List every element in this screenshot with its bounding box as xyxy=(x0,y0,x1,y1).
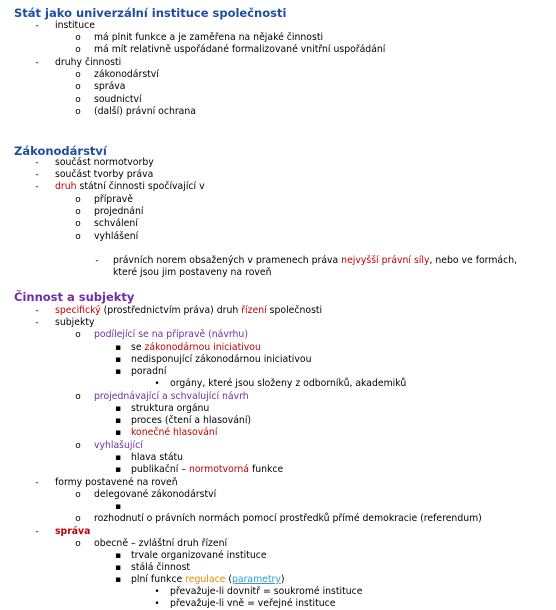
circle-marker: o xyxy=(75,330,81,340)
list-item: instituce xyxy=(55,20,95,31)
square-marker: ▪ xyxy=(114,343,122,353)
list-item: druhy činnosti xyxy=(55,57,122,68)
circle-marker: o xyxy=(75,195,81,205)
list-item: správa xyxy=(55,526,91,537)
text-fragment: státní činnosti spočívající v xyxy=(76,181,205,192)
list-item: součást tvorby práva xyxy=(55,169,154,180)
dot-marker: • xyxy=(154,587,160,597)
list-item: obecně – zvláštní druh řízení xyxy=(94,538,228,549)
circle-marker: o xyxy=(75,539,81,549)
list-item: přípravě xyxy=(94,194,133,205)
square-marker: ▪ xyxy=(114,563,122,573)
text-fragment: ( xyxy=(225,574,232,585)
note-line xyxy=(113,255,517,267)
highlight-text: specifický xyxy=(55,305,101,316)
circle-marker: o xyxy=(75,392,81,402)
list-item: delegované zákonodárství xyxy=(94,489,217,500)
list-item: poradní xyxy=(131,366,167,377)
list-item: struktura orgánu xyxy=(131,403,210,414)
text-fragment: (prostřednictvím práva) druh xyxy=(100,305,242,316)
dash-marker: - xyxy=(35,306,39,316)
square-marker: ▪ xyxy=(114,367,122,377)
dash-marker: - xyxy=(35,158,39,168)
circle-marker: o xyxy=(75,219,81,229)
list-item: schválení xyxy=(94,218,138,229)
dash-marker: - xyxy=(35,527,39,537)
list-item: projednání xyxy=(94,206,144,217)
dot-marker: • xyxy=(154,379,160,389)
square-marker: ▪ xyxy=(114,404,122,414)
circle-marker: o xyxy=(75,107,81,117)
text-fragment: , nebo ve formách, xyxy=(429,255,518,266)
list-item: orgány, které jsou složeny z odborníků, akademiků xyxy=(170,378,407,389)
dash-marker: - xyxy=(35,478,39,488)
text-fragment: převažuje-li dovnitř xyxy=(170,586,261,597)
dash-marker: - xyxy=(35,58,39,68)
square-marker: ▪ xyxy=(114,428,122,438)
list-item xyxy=(170,586,363,598)
circle-marker: o xyxy=(75,33,81,43)
square-marker: ▪ xyxy=(114,502,122,512)
heading-zakonodarstvi: Zákonodárství xyxy=(14,144,107,158)
list-item: má mít relativně uspořádané formalizované vnitřní uspořádání xyxy=(94,44,386,55)
square-marker: ▪ xyxy=(114,465,122,475)
list-item: podílející se na přípravě (návrhu) xyxy=(94,329,248,340)
list-item: (další) právní ochrana xyxy=(94,106,196,117)
list-item: stálá činnost xyxy=(131,562,191,573)
link-text[interactable]: parametry xyxy=(232,574,281,585)
dash-marker: - xyxy=(35,318,39,328)
list-item: formy postavené na roveň xyxy=(55,477,178,488)
circle-marker: o xyxy=(75,514,81,524)
circle-marker: o xyxy=(75,95,81,105)
list-item: proces (čtení a hlasování) xyxy=(131,415,252,426)
text-fragment: = veřejné instituce xyxy=(244,598,336,609)
list-item xyxy=(131,574,285,586)
list-item: trvale organizované instituce xyxy=(131,550,267,561)
dash-marker: - xyxy=(95,256,99,266)
list-item: projednávající a schvalující návrh xyxy=(94,391,249,402)
text-fragment: ) xyxy=(280,574,285,585)
list-item xyxy=(131,464,283,476)
square-marker: ▪ xyxy=(114,575,122,585)
dash-marker: - xyxy=(35,21,39,31)
square-marker: ▪ xyxy=(114,416,122,426)
heading-cinnost: Činnost a subjekty xyxy=(14,290,135,304)
text-fragment: společnosti xyxy=(266,305,323,316)
list-item: správa xyxy=(94,81,126,92)
list-item xyxy=(131,342,261,354)
list-item: hlava státu xyxy=(131,452,184,463)
text-fragment: funkce xyxy=(249,464,284,475)
list-item xyxy=(170,598,335,610)
circle-marker: o xyxy=(75,232,81,242)
heading-stat: Stát jako univerzální instituce společnosti xyxy=(14,6,287,20)
list-item: nedisponující zákonodárnou iniciativou xyxy=(131,354,312,365)
highlight-text: zákonodárnou iniciativou xyxy=(144,342,261,353)
text-fragment: právních norem obsažených v pramenech práva xyxy=(113,255,342,266)
list-item: vyhlášení xyxy=(94,231,139,242)
highlight-text: druh xyxy=(55,181,77,192)
list-item xyxy=(55,181,205,193)
text-fragment: publikační – xyxy=(131,464,189,475)
list-item: rozhodnutí o právních normách pomocí prostředků přímé demokracie (referendum) xyxy=(94,513,482,524)
text-fragment: se xyxy=(131,342,145,353)
list-item: vyhlašující xyxy=(94,440,143,451)
list-item: součást normotvorby xyxy=(55,157,154,168)
highlight-text: regulace xyxy=(185,574,226,585)
highlight-text: nejvyšší právní síly xyxy=(341,255,430,266)
square-marker: ▪ xyxy=(114,355,122,365)
circle-marker: o xyxy=(75,70,81,80)
list-item: subjekty xyxy=(55,317,95,328)
list-item: soudnictví xyxy=(94,94,142,105)
note-line: které jsou jim postaveny na roveň xyxy=(113,267,272,278)
list-item: konečné hlasování xyxy=(131,427,218,438)
circle-marker: o xyxy=(75,82,81,92)
circle-marker: o xyxy=(75,45,81,55)
highlight-text: normotvorná xyxy=(188,464,250,475)
dash-marker: - xyxy=(35,170,39,180)
circle-marker: o xyxy=(75,490,81,500)
list-item: zákonodárství xyxy=(94,69,159,80)
text-fragment: plní funkce xyxy=(131,574,186,585)
list-item: má plnit funkce a je zaměřena na nějaké činnosti xyxy=(94,32,324,43)
dot-marker: • xyxy=(154,599,160,609)
square-marker: ▪ xyxy=(114,453,122,463)
dash-marker: - xyxy=(35,182,39,192)
text-fragment: = soukromé instituce xyxy=(260,586,363,597)
highlight-text: řízení xyxy=(241,305,267,316)
circle-marker: o xyxy=(75,441,81,451)
circle-marker: o xyxy=(75,207,81,217)
list-item xyxy=(55,305,322,317)
text-fragment: převažuje-li vně xyxy=(170,598,245,609)
square-marker: ▪ xyxy=(114,551,122,561)
